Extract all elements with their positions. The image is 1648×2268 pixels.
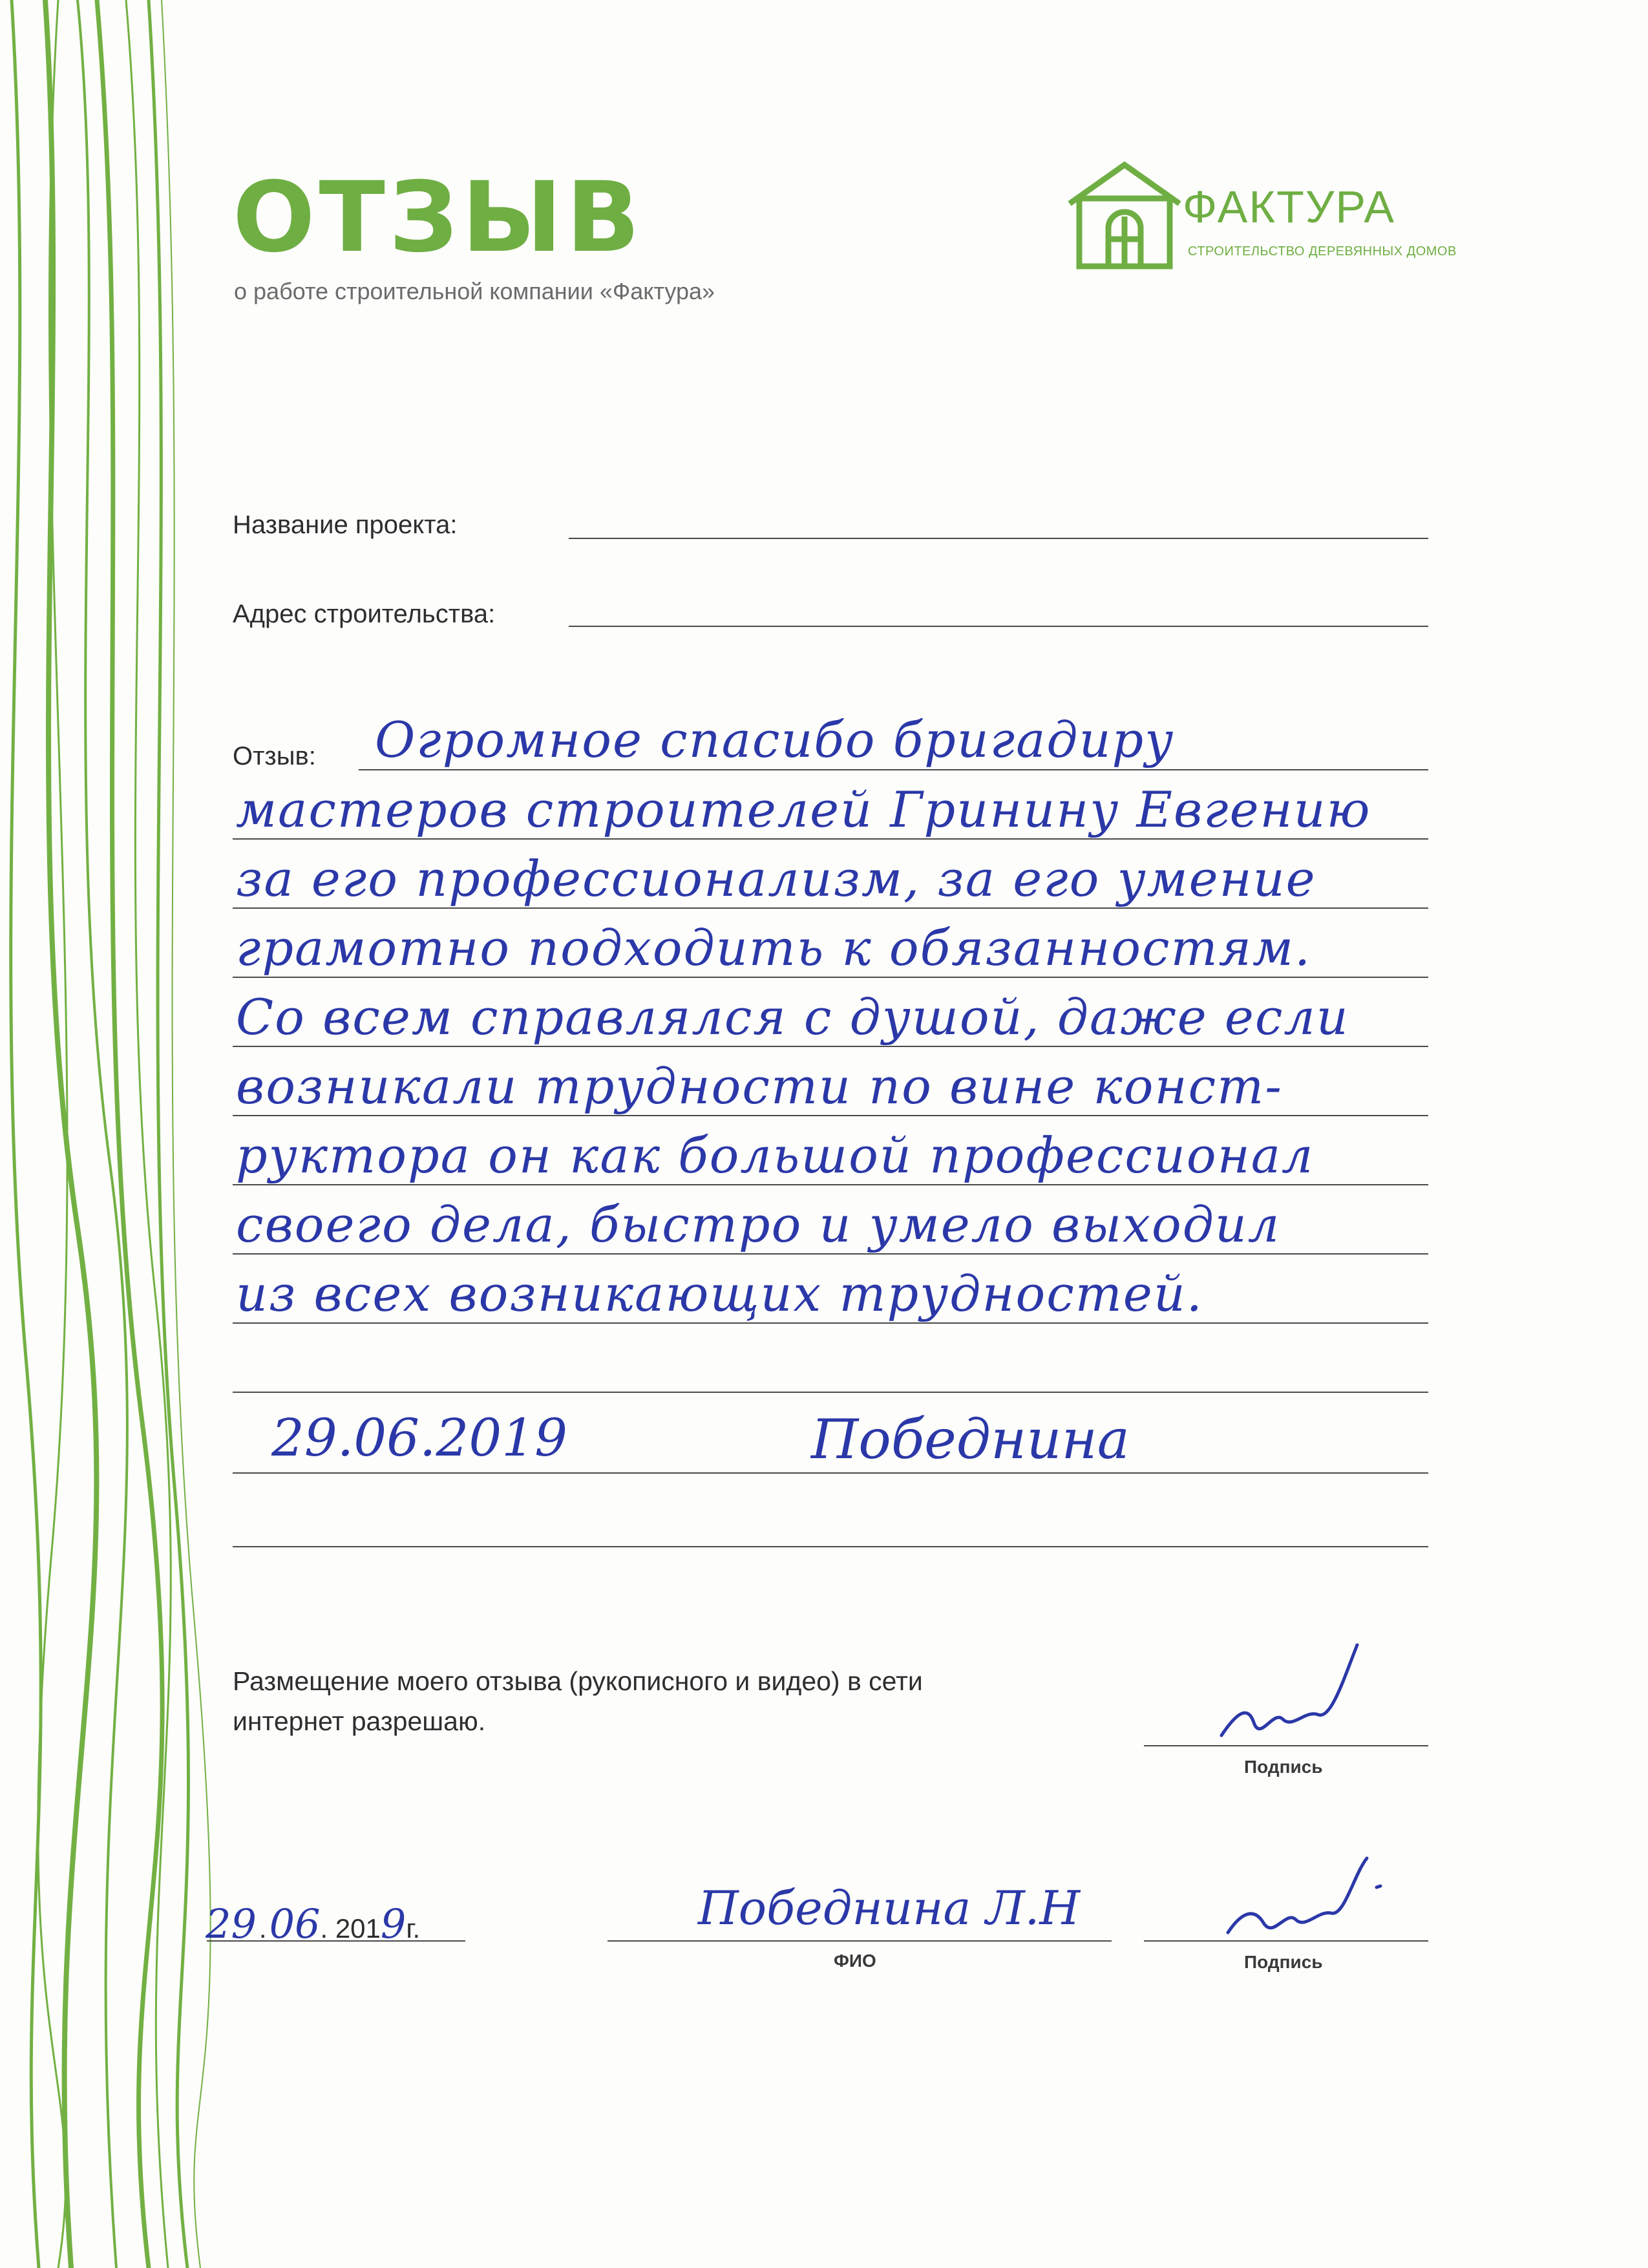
footer-date-year-prefix: . 201 [320, 1913, 381, 1944]
review-rule [233, 1046, 1428, 1047]
footer-date-line [207, 1940, 465, 1942]
footer-date-day: 29 [206, 1900, 257, 1947]
review-rule [233, 1322, 1428, 1324]
logo-name: ФАКТУРА [1183, 182, 1396, 232]
review-text-line: из всех возникающих трудностей. [236, 1265, 1203, 1322]
review-rule [233, 907, 1428, 909]
logo-tagline: СТРОИТЕЛЬСТВО ДЕРЕВЯННЫХ ДОМОВ [1188, 244, 1457, 259]
review-rule [233, 977, 1428, 978]
consent-signature-caption: Подпись [1244, 1757, 1323, 1777]
review-date: 29.06.2019 [271, 1408, 568, 1468]
decorative-stripes [0, 0, 213, 2268]
project-name-label: Название проекта: [233, 511, 458, 539]
page-subtitle: о работе строительной компании «Фактура» [234, 278, 715, 304]
footer-date-suffix: г. [406, 1913, 421, 1944]
address-label: Адрес строительства: [233, 600, 496, 628]
consent-signature [1209, 1638, 1389, 1755]
review-text-line: руктора он как большой профессионал [236, 1127, 1315, 1184]
project-name-line [569, 538, 1428, 539]
review-rule [359, 769, 1428, 770]
footer-name-value: Победнина Л.Н [698, 1881, 1081, 1935]
page-title: ОТЗЫВ [233, 162, 644, 274]
review-text-line: мастеров строителей Гринину Евгению [236, 781, 1371, 838]
review-rule [233, 1392, 1428, 1393]
review-rule [233, 1472, 1428, 1474]
footer-signature [1215, 1849, 1409, 1945]
review-text-line: Огромное спасибо бригадиру [375, 711, 1175, 768]
review-signature: Победнина [811, 1408, 1130, 1471]
review-label: Отзыв: [233, 742, 316, 770]
review-text-line: грамотно подходить к обязанностям. [236, 919, 1312, 977]
review-rule [233, 1184, 1428, 1185]
review-text-line: за его профессионализм, за его умение [236, 850, 1316, 907]
footer-signature-caption: Подпись [1244, 1952, 1323, 1972]
review-rule [233, 1253, 1428, 1255]
consent-text: Размещение моего отзыва (рукописного и видео) в сети интернет разрешаю. [233, 1666, 923, 1736]
footer-date-year-digit: 9 [380, 1900, 407, 1947]
footer-date: 29.06. 2019г. [206, 1900, 421, 1947]
review-rule [233, 1115, 1428, 1116]
footer-name-caption: ФИО [834, 1951, 876, 1971]
review-text-line: возникали трудности по вине конст- [236, 1057, 1283, 1115]
review-rule [233, 1546, 1428, 1547]
review-text-line: Со всем справлялся с душой, даже если [236, 988, 1349, 1046]
footer-name-line [607, 1940, 1112, 1942]
footer-date-month: 06 [269, 1900, 321, 1947]
address-line [569, 626, 1428, 627]
review-rule [233, 838, 1428, 840]
review-text-line: своего дела, быстро и умело выходил [236, 1196, 1281, 1253]
consent-signature-line [1144, 1745, 1428, 1746]
footer-signature-line [1144, 1940, 1428, 1942]
